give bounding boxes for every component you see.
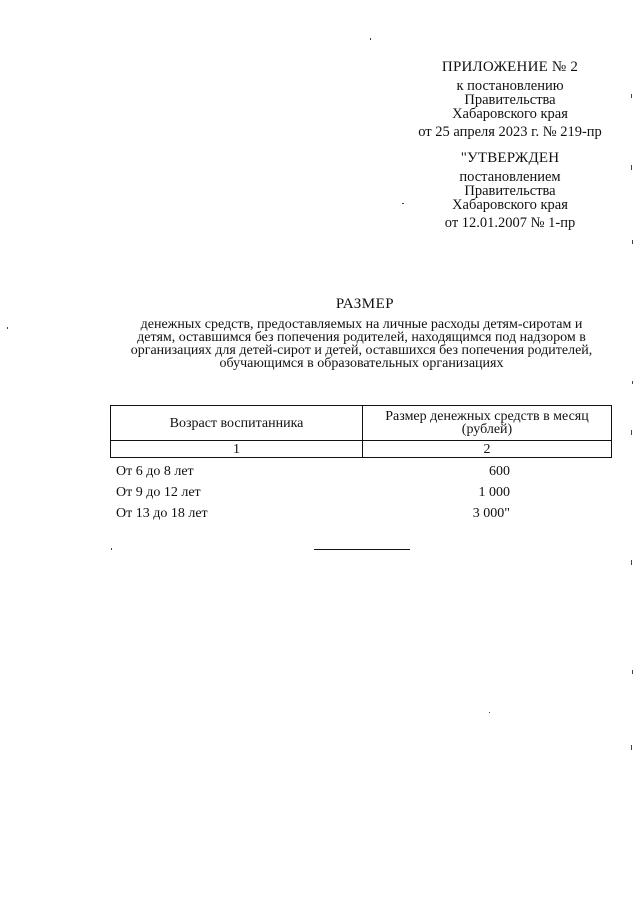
table-column-numbers-row bbox=[111, 441, 612, 458]
row-age: От 9 до 12 лет bbox=[116, 485, 201, 500]
approved-line: Правительства bbox=[464, 183, 556, 199]
end-rule bbox=[314, 549, 410, 550]
subtitle-line: организациях для детей-сирот и детей, оставшихся без попечения родителей, bbox=[130, 343, 593, 358]
scan-speck bbox=[7, 327, 8, 329]
row-amount: 3 000" bbox=[472, 506, 510, 521]
header-amount bbox=[363, 406, 612, 441]
table-body bbox=[110, 464, 612, 527]
scan-speck bbox=[370, 38, 371, 40]
subtitle-line: денежных средств, предоставляемых на личные расходы детям-сиротам и bbox=[140, 317, 583, 332]
scan-speck bbox=[632, 240, 633, 244]
allowance-table bbox=[110, 405, 612, 458]
scan-speck bbox=[402, 203, 404, 204]
scan-speck bbox=[631, 430, 632, 435]
table-header-row bbox=[111, 406, 612, 441]
document-title: РАЗМЕР bbox=[335, 296, 395, 312]
approved-date-line: от 12.01.2007 № 1-пр bbox=[444, 215, 576, 231]
header-amount-line: Размер денежных средств в месяц bbox=[385, 409, 589, 424]
scan-speck bbox=[111, 548, 112, 550]
column-number: 2 bbox=[363, 441, 612, 458]
scan-speck bbox=[631, 94, 632, 98]
header-age: Возраст воспитанника bbox=[111, 406, 363, 441]
table-row bbox=[110, 506, 612, 527]
appendix-date-line: от 25 апреля 2023 г. № 219-пр bbox=[418, 124, 602, 140]
table-row bbox=[110, 464, 612, 485]
appendix-line: Хабаровского края bbox=[452, 106, 568, 122]
approved-line: Хабаровского края bbox=[452, 197, 568, 213]
appendix-line: к постановлению bbox=[456, 78, 564, 94]
document-subtitle bbox=[110, 318, 613, 370]
row-age: От 6 до 8 лет bbox=[116, 464, 194, 479]
appendix-heading: ПРИЛОЖЕНИЕ № 2 bbox=[441, 59, 579, 75]
approved-block bbox=[395, 151, 625, 230]
table-row bbox=[110, 485, 612, 506]
row-amount: 600 bbox=[489, 464, 510, 479]
scan-speck bbox=[632, 381, 633, 384]
scan-speck bbox=[631, 165, 632, 170]
approved-heading: "УТВЕРЖДЕН bbox=[460, 150, 560, 166]
subtitle-line: обучающимся в образовательных организациях bbox=[219, 356, 504, 371]
appendix-line: Правительства bbox=[464, 92, 556, 108]
scan-speck bbox=[489, 712, 490, 713]
scan-speck bbox=[632, 670, 633, 674]
header-amount-unit: (рублей) bbox=[461, 422, 513, 437]
row-age: От 13 до 18 лет bbox=[116, 506, 208, 521]
approved-line: постановлением bbox=[459, 169, 561, 185]
scan-speck bbox=[631, 560, 632, 565]
scan-speck bbox=[631, 745, 632, 750]
subtitle-line: детям, оставшимся без попечения родителей, находящимся под надзором в bbox=[137, 330, 586, 345]
column-number: 1 bbox=[111, 441, 363, 458]
appendix-block bbox=[395, 60, 625, 139]
row-amount: 1 000 bbox=[478, 485, 510, 500]
